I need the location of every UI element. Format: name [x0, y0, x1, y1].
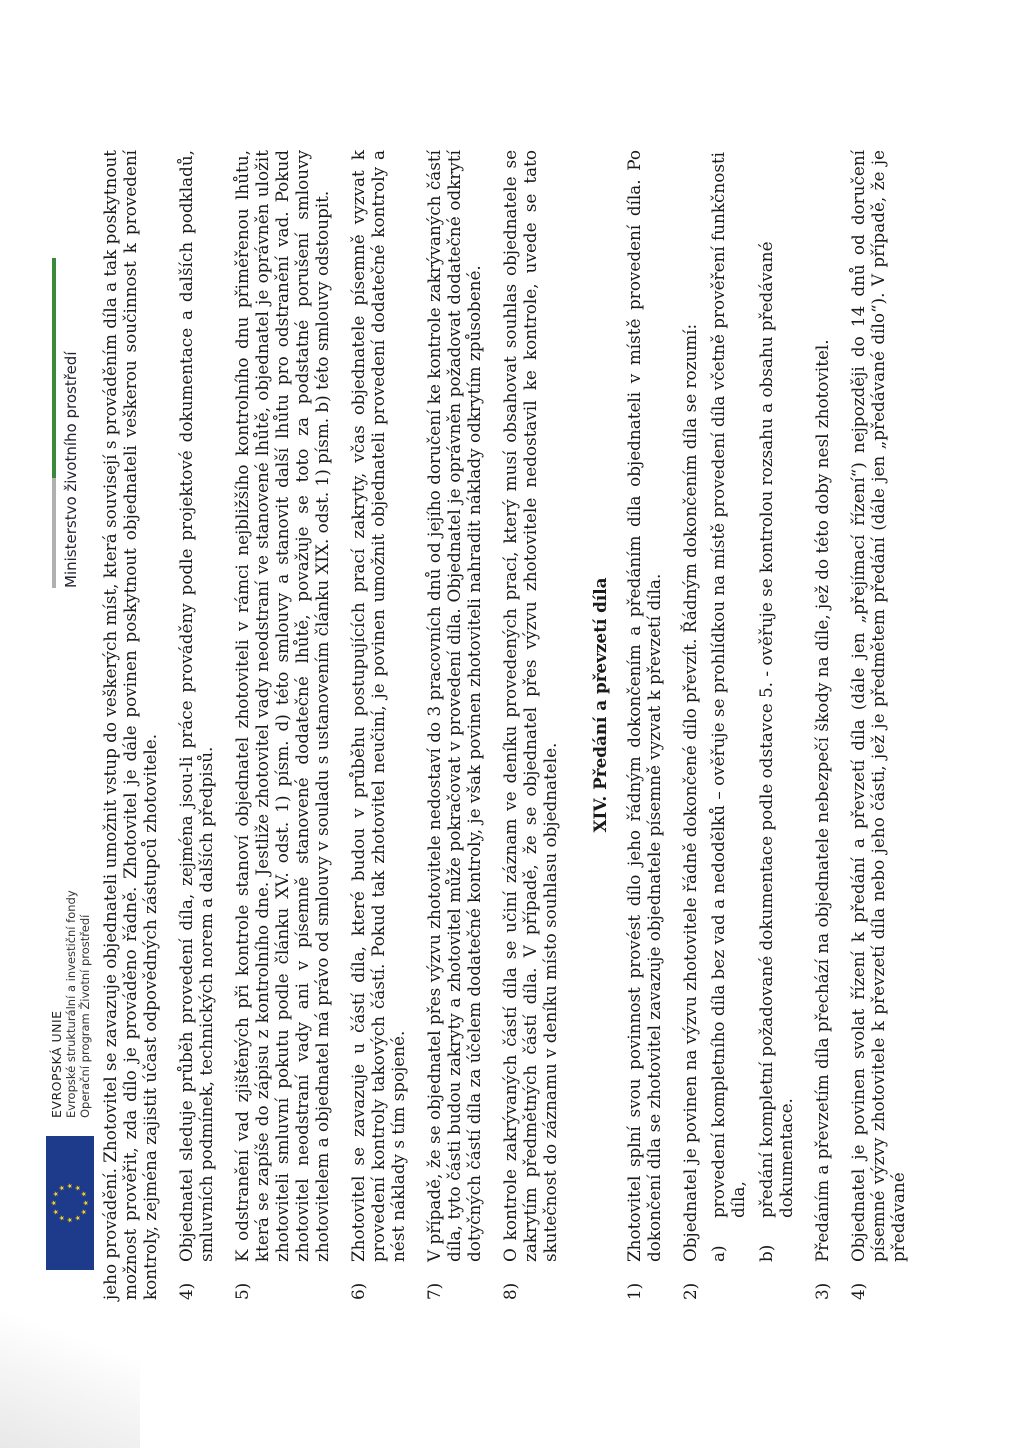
svg-text:★: ★ — [52, 1208, 60, 1216]
item-text: Objednatel je povinen na výzvu zhotovitele řádně dokončené dílo převzít. Řádným dokončením díla se rozumí: — [680, 323, 700, 1262]
svg-text:★: ★ — [80, 1190, 88, 1198]
item-number: 1) — [624, 1282, 644, 1300]
ministry-block — [52, 258, 80, 588]
sub-item — [708, 150, 748, 1262]
item-number: 4) — [848, 1282, 868, 1300]
list-item — [624, 150, 664, 1300]
ministry-color-bar — [52, 258, 56, 588]
intro-paragraph: jeho provádění. Zhotovitel se zavazuje objednateli umožnit vstup do veškerých míst, která souvisejí s prováděním díla a tak poskytnout možnost prověřit, zda dílo je prováděno řádně. Zhotovitel je dále povinen poskytnout objednateli veškerou součinnost k provedení kontroly, zejména zajistit účast odpovědných zástupců zhotovitele. — [100, 150, 160, 1300]
sub-item-text: předání kompletní požadované dokumentace podle odstavce 5. - ověřuje se kontrolou rozsahu a obsahu předávané dokumentace. — [756, 241, 796, 1218]
list-item — [232, 150, 332, 1300]
item-number: 5) — [232, 1282, 252, 1300]
item-number: 3) — [812, 1282, 832, 1300]
svg-text:★: ★ — [80, 1208, 88, 1216]
bar-segment-green — [52, 258, 56, 368]
bar-segment-green — [52, 368, 56, 478]
list-item — [176, 150, 216, 1300]
svg-text:★: ★ — [66, 1216, 74, 1224]
svg-text:★: ★ — [50, 1199, 58, 1207]
item-text: Objednatel je povinen svolat řízení k předání a převzetí díla (dále jen „přejímací řízení“) nejpozději do 14 dnů od doručení písemné výzvy zhotovitele k převzetí díla nebo jeho části, jež je předmětem předání (dále jen „předávané dílo“). V případě, že je předávané — [848, 150, 908, 1262]
svg-text:★: ★ — [66, 1182, 74, 1190]
list-item — [680, 150, 700, 1300]
list-item — [812, 150, 832, 1300]
eu-label: EVROPSKÁ UNIE — [49, 1010, 64, 1118]
sub-item-text: provedení kompletního díla bez vad a nedodělků – ověřuje se prohlídkou na místě provedení díla včetně prověření funkčnosti díla, — [708, 151, 748, 1218]
item-text: O kontrole zakrývaných částí díla se učiní záznam ve deníku provedených prací, který musí obsahovat souhlas objednatele se zakrytím předmětných částí díla. V případě, že se objednatel přes výzvu zhotovitele nedostavil ke kontrole, uvede se tato skutečnost do záznamu v deníku místo souhlasu objednatele. — [500, 150, 560, 1262]
svg-text:★: ★ — [58, 1184, 66, 1192]
item-number: 7) — [424, 1282, 444, 1300]
item-number: 2) — [680, 1282, 700, 1300]
item-text: V případě, že se objednatel přes výzvu zhotovitele nedostaví do 3 pracovních dnů od jejího doručení ke kontrole zakrývaných částí díla, tyto části budou zakryty a zhotovitel může pokračovat v provedení díla. Objednatel je oprávněn požadovat dodatečné odkrytí dotyčných částí díla za účelem dodatečné kontroly, je však povinen zhotoviteli nahradit náklady odkrytím způsobené. — [424, 150, 484, 1262]
bar-segment-gray — [52, 478, 56, 588]
item-text: K odstranění vad zjištěných při kontrole stanoví objednatel zhotoviteli v rámci nejbližšího kontrolního dnu přiměřenou lhůtu, která se zapíše do zápisu z kontrolního dne. Jestliže zhotovitel vady neodstraní ve stanovené lhůtě, objednatel je oprávněn uložit zhotoviteli smluvní pokutu podle článku XV. odst. 1) písm. d) této smlouvy a stanovit další lhůtu pro odstranění vad. Pokud zhotovitel neodstraní vady ani v písemně stanovené dodatečné lhůtě, považuje se toto za podstatné porušení smlouvy zhotovitelem a objednatel má právo od smlouvy v souladu s ustanovením článku XIX. odst. 1) písm. b) této smlouvy odstoupit. — [232, 150, 332, 1262]
document-body — [100, 150, 908, 1300]
item-number: 4) — [176, 1282, 196, 1300]
item-number: 8) — [500, 1282, 520, 1300]
item-number: 6) — [348, 1282, 368, 1300]
list-item — [500, 150, 560, 1300]
list-item — [348, 150, 408, 1300]
operational-programme-block — [50, 788, 92, 1118]
svg-text:★: ★ — [82, 1199, 90, 1207]
svg-text:★: ★ — [58, 1214, 66, 1222]
svg-text:★: ★ — [74, 1214, 82, 1222]
eu-flag-icon — [46, 1136, 94, 1270]
list-item — [424, 150, 484, 1300]
sub-item — [756, 150, 796, 1262]
programme-label: Operační program Životní prostředí — [78, 914, 92, 1118]
item-text: Zhotovitel se zavazuje u částí díla, které budou v průběhu postupujících prací zakryty, včas objednatele písemně vyzvat k provedení kontroly takových částí. Pokud tak zhotovitel neučiní, je povinen umožnit objednateli provedení dodatečné kontroly a nést náklady s tím spojené. — [348, 150, 408, 1262]
sub-item-letter: a) — [708, 1245, 728, 1262]
svg-text:★: ★ — [52, 1190, 60, 1198]
sub-item-letter: b) — [756, 1244, 776, 1262]
item-text: Zhotovitel splní svou povinnost provést dílo jeho řádným dokončením a předáním díla objednateli v místě provedení díla. Po dokončení díla se zhotovitel zavazuje objednatele písemně vyzvat k převzetí díla. — [624, 150, 664, 1262]
ministry-title: Ministerstvo životního prostředí — [62, 351, 80, 588]
item-text: Předáním a převzetím díla přechází na objednatele nebezpečí škody na díle, jež do této doby nesl zhotovitel. — [812, 339, 832, 1262]
funds-label: Evropské strukturální a investiční fondy — [64, 890, 78, 1118]
section-heading: XIV. Předání a převzetí díla — [590, 577, 610, 833]
list-item — [848, 150, 908, 1300]
item-text: Objednatel sleduje průběh provedení díla, zejména jsou-li práce prováděny podle projektové dokumentace a dalších podkladů, smluvních podmínek, technických norem a dalších předpisů. — [176, 150, 216, 1262]
svg-text:★: ★ — [74, 1184, 82, 1192]
